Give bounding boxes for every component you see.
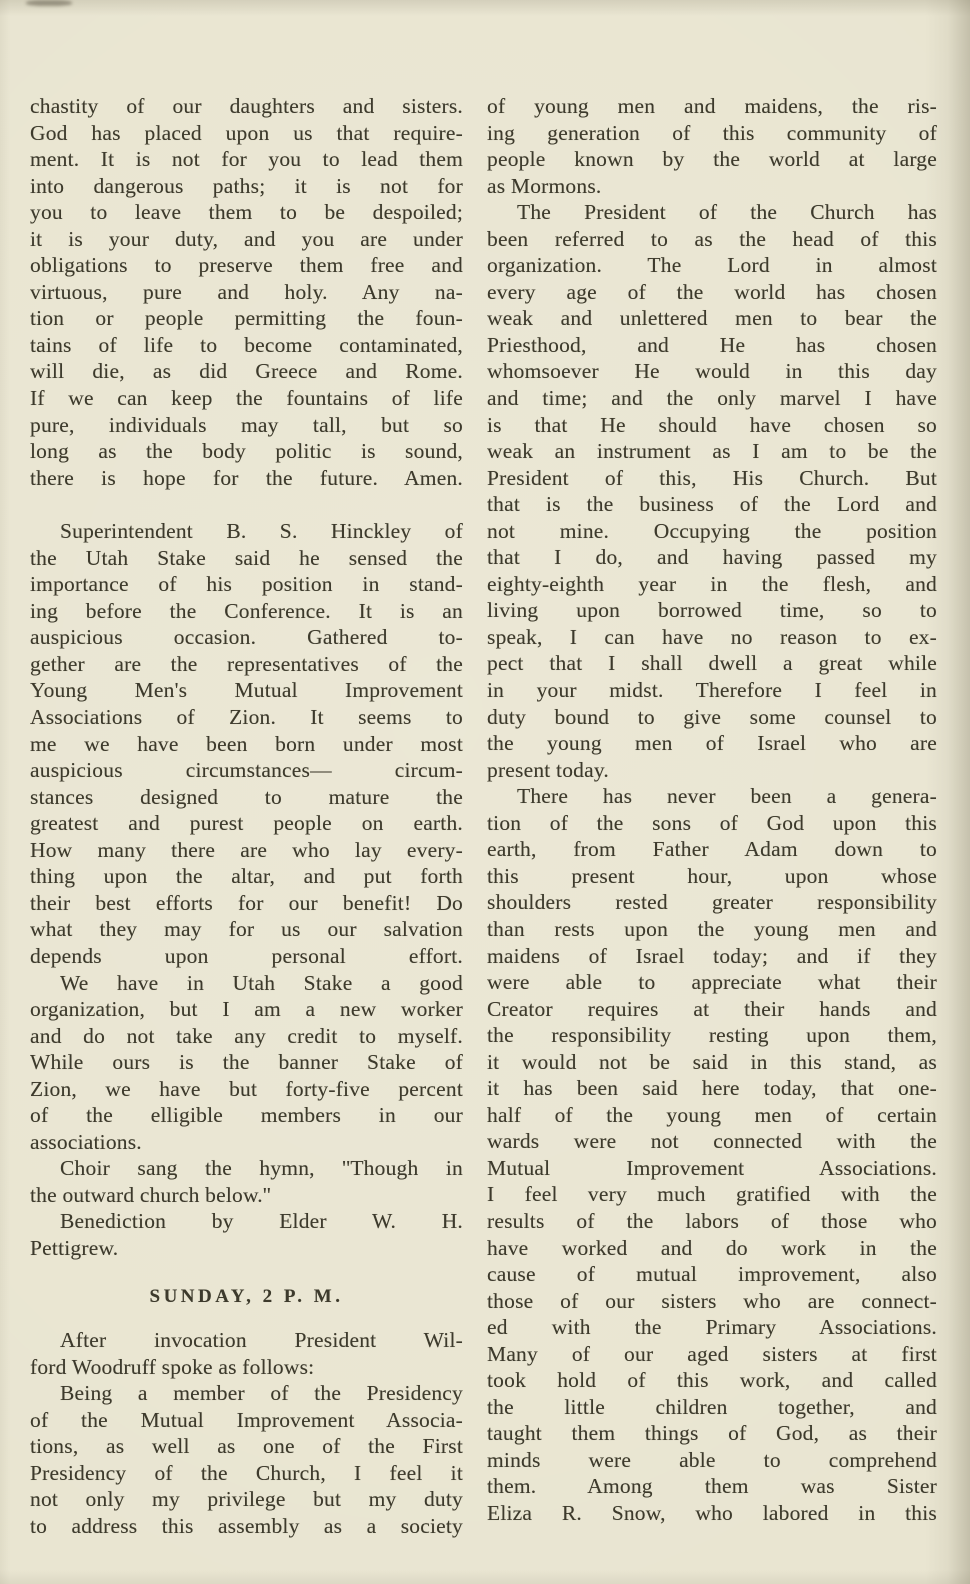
text-line: you to leave them to be despoiled; [30, 200, 463, 225]
text-line: whomsoever He would in this day [487, 359, 937, 384]
paragraph [30, 1380, 463, 1539]
text-line: been referred to as the head of this [487, 226, 937, 251]
text-line: Choir sang the hymn, ''Though in [60, 1156, 463, 1181]
text-line: Presidency of the Church, I feel it [30, 1460, 463, 1485]
text-line: duty bound to give some counsel to [487, 704, 937, 729]
text-line: auspicious circumstances— circum- [30, 758, 463, 783]
text-line: If we can keep the fountains of life [30, 386, 463, 411]
text-line: speak, I can have no reason to ex- [487, 624, 937, 649]
paragraph [487, 199, 937, 783]
right-column [487, 93, 937, 1539]
text-line: the responsibility resting upon them, [487, 1023, 937, 1048]
text-line: maidens of Israel today; and if they [487, 943, 937, 968]
text-line: We have in Utah Stake a good [60, 970, 463, 995]
text-line: results of the labors of those who [487, 1208, 937, 1233]
text-line: importance of his position in stand- [30, 572, 463, 597]
text-line: shoulders rested greater responsibility [487, 890, 937, 915]
text-line: Pettigrew. [30, 1235, 119, 1260]
text-line: greatest and purest people on earth. [30, 811, 463, 836]
text-line: present today. [487, 757, 610, 782]
text-line: that I do, and having passed my [487, 545, 937, 570]
text-line: that is the business of the Lord and [487, 492, 937, 517]
text-line: pure, individuals may tall, but so [30, 412, 463, 437]
paragraph [30, 93, 463, 491]
text-line: of the elligible members in our [30, 1103, 463, 1128]
text-line: it has been said here today, that one- [487, 1076, 937, 1101]
text-line: the Utah Stake said he sensed the [30, 545, 463, 570]
left-column [30, 93, 463, 1539]
text-line: Priesthood, and He has chosen [487, 332, 937, 357]
text-line: The President of the Church has [517, 200, 937, 225]
text-line: it would not be said in this stand, as [487, 1049, 937, 1074]
text-line: of young men and maidens, the ris- [487, 94, 937, 118]
text-line: Creator requires at their hands and [487, 996, 937, 1021]
text-line: thing upon the altar, and put forth [30, 864, 463, 889]
text-line: Young Men's Mutual Improvement [30, 678, 463, 703]
text-line: God has placed upon us that require- [30, 120, 463, 145]
text-line: the young men of Israel who are [487, 731, 937, 756]
text-line: depends upon personal effort. [30, 943, 463, 968]
text-line: obligations to preserve them free and [30, 253, 463, 278]
text-line: taught them things of God, as their [487, 1421, 937, 1446]
text-line: tions, as well as one of the First [30, 1434, 463, 1459]
text-line: into dangerous paths; it is not for [30, 173, 463, 198]
paragraph [30, 1208, 463, 1261]
text-line: auspicious occasion. Gathered to- [30, 625, 463, 650]
text-line: Being a member of the Presidency [60, 1381, 463, 1406]
text-line: and do not take any credit to myself. [30, 1023, 463, 1048]
text-line: in your midst. Therefore I feel in [487, 678, 937, 703]
text-line: weak and unlettered men to bear the [487, 306, 937, 331]
text-line: How many there are who lay every- [30, 837, 463, 862]
text-line: Eliza R. Snow, who labored in this [487, 1500, 937, 1525]
text-line: those of our sisters who are connect- [487, 1288, 937, 1313]
text-line: ing generation of this community of [487, 120, 937, 145]
text-line: organization. The Lord in almost [487, 253, 937, 278]
paragraph [487, 93, 937, 199]
text-line: tains of life to become contaminated, [30, 332, 463, 357]
paragraph [30, 518, 463, 969]
text-line: as Mormons. [487, 173, 602, 198]
text-line: people known by the world at large [487, 147, 937, 172]
text-line: it is your duty, and you are under [30, 226, 463, 251]
text-line: cause of mutual improvement, also [487, 1262, 937, 1287]
text-line: While ours is the banner Stake of [30, 1050, 463, 1075]
text-line: Mutual Improvement Associations. [487, 1155, 937, 1180]
text-line: their best efforts for our benefit! Do [30, 890, 463, 915]
paragraph [30, 1327, 463, 1380]
text-line: After invocation President Wil- [60, 1328, 463, 1353]
text-line: wards were not connected with the [487, 1129, 937, 1154]
text-line: ment. It is not for you to lead them [30, 147, 463, 172]
text-line: not mine. Occupying the position [487, 518, 937, 543]
text-line: to address this assembly as a society [30, 1513, 463, 1538]
text-line: them. Among them was Sister [487, 1474, 937, 1499]
text-line: long as the body politic is sound, [30, 439, 463, 464]
text-line: earth, from Father Adam down to [487, 837, 937, 862]
text-line: not only my privilege but my duty [30, 1487, 463, 1512]
text-line: minds were able to comprehend [487, 1447, 937, 1472]
text-line: ford Woodruff spoke as follows: [30, 1354, 315, 1379]
text-line: Benediction by Elder W. H. [60, 1209, 463, 1234]
text-line: associations. [30, 1129, 142, 1154]
text-line: gether are the representatives of the [30, 651, 463, 676]
text-line: there is hope for the future. Amen. [30, 465, 463, 490]
text-line: tion of the sons of God upon this [487, 810, 937, 835]
text-line: tion or people permitting the foun- [30, 306, 463, 331]
text-line: Superintendent B. S. Hinckley of [60, 519, 463, 544]
text-line: were able to appreciate what their [487, 970, 937, 995]
text-line: and time; and the only marvel I have [487, 386, 937, 411]
text-line: pect that I shall dwell a great while [487, 651, 937, 676]
text-line: half of the young men of certain [487, 1102, 937, 1127]
text-line: took hold of this work, and called [487, 1368, 937, 1393]
paragraph [487, 783, 937, 1526]
text-line: of the Mutual Improvement Associa- [30, 1407, 463, 1432]
text-line: chastity of our daughters and sisters. [30, 94, 463, 118]
scan-artifact [26, 0, 72, 6]
text-line: the outward church below.'' [30, 1182, 272, 1207]
text-line: I feel very much gratified with the [487, 1182, 937, 1207]
text-line: weak an instrument as I am to be the [487, 439, 937, 464]
paragraph [30, 970, 463, 1156]
text-line: living upon borrowed time, so to [487, 598, 937, 623]
text-line: what they may for us our salvation [30, 917, 463, 942]
text-line: Associations of Zion. It seems to [30, 705, 463, 730]
text-line: the little children together, and [487, 1394, 937, 1419]
text-line: There has never been a genera- [517, 784, 937, 809]
section-heading: SUNDAY, 2 P. M. [149, 1285, 344, 1307]
paragraph [30, 1155, 463, 1208]
text-line: will die, as did Greece and Rome. [30, 359, 463, 384]
text-line: President of this, His Church. But [487, 465, 937, 490]
text-line: Zion, we have but forty-five percent [30, 1076, 463, 1101]
text-line: me we have been born under most [30, 731, 463, 756]
text-line: virtuous, pure and holy. Any na- [30, 279, 463, 304]
text-line: Many of our aged sisters at first [487, 1341, 937, 1366]
text-line: this present hour, upon whose [487, 863, 937, 888]
text-line: eighty-eighth year in the flesh, and [487, 571, 937, 596]
text-line: ed with the Primary Associations. [487, 1315, 937, 1340]
text-line: every age of the world has chosen [487, 279, 937, 304]
text-line: stances designed to mature the [30, 784, 463, 809]
text-line: than rests upon the young men and [487, 916, 937, 941]
text-line: have worked and do work in the [487, 1235, 937, 1260]
text-line: ing before the Conference. It is an [30, 598, 463, 623]
text-line: organization, but I am a new worker [30, 997, 463, 1022]
text-line: is that He should have chosen so [487, 412, 937, 437]
